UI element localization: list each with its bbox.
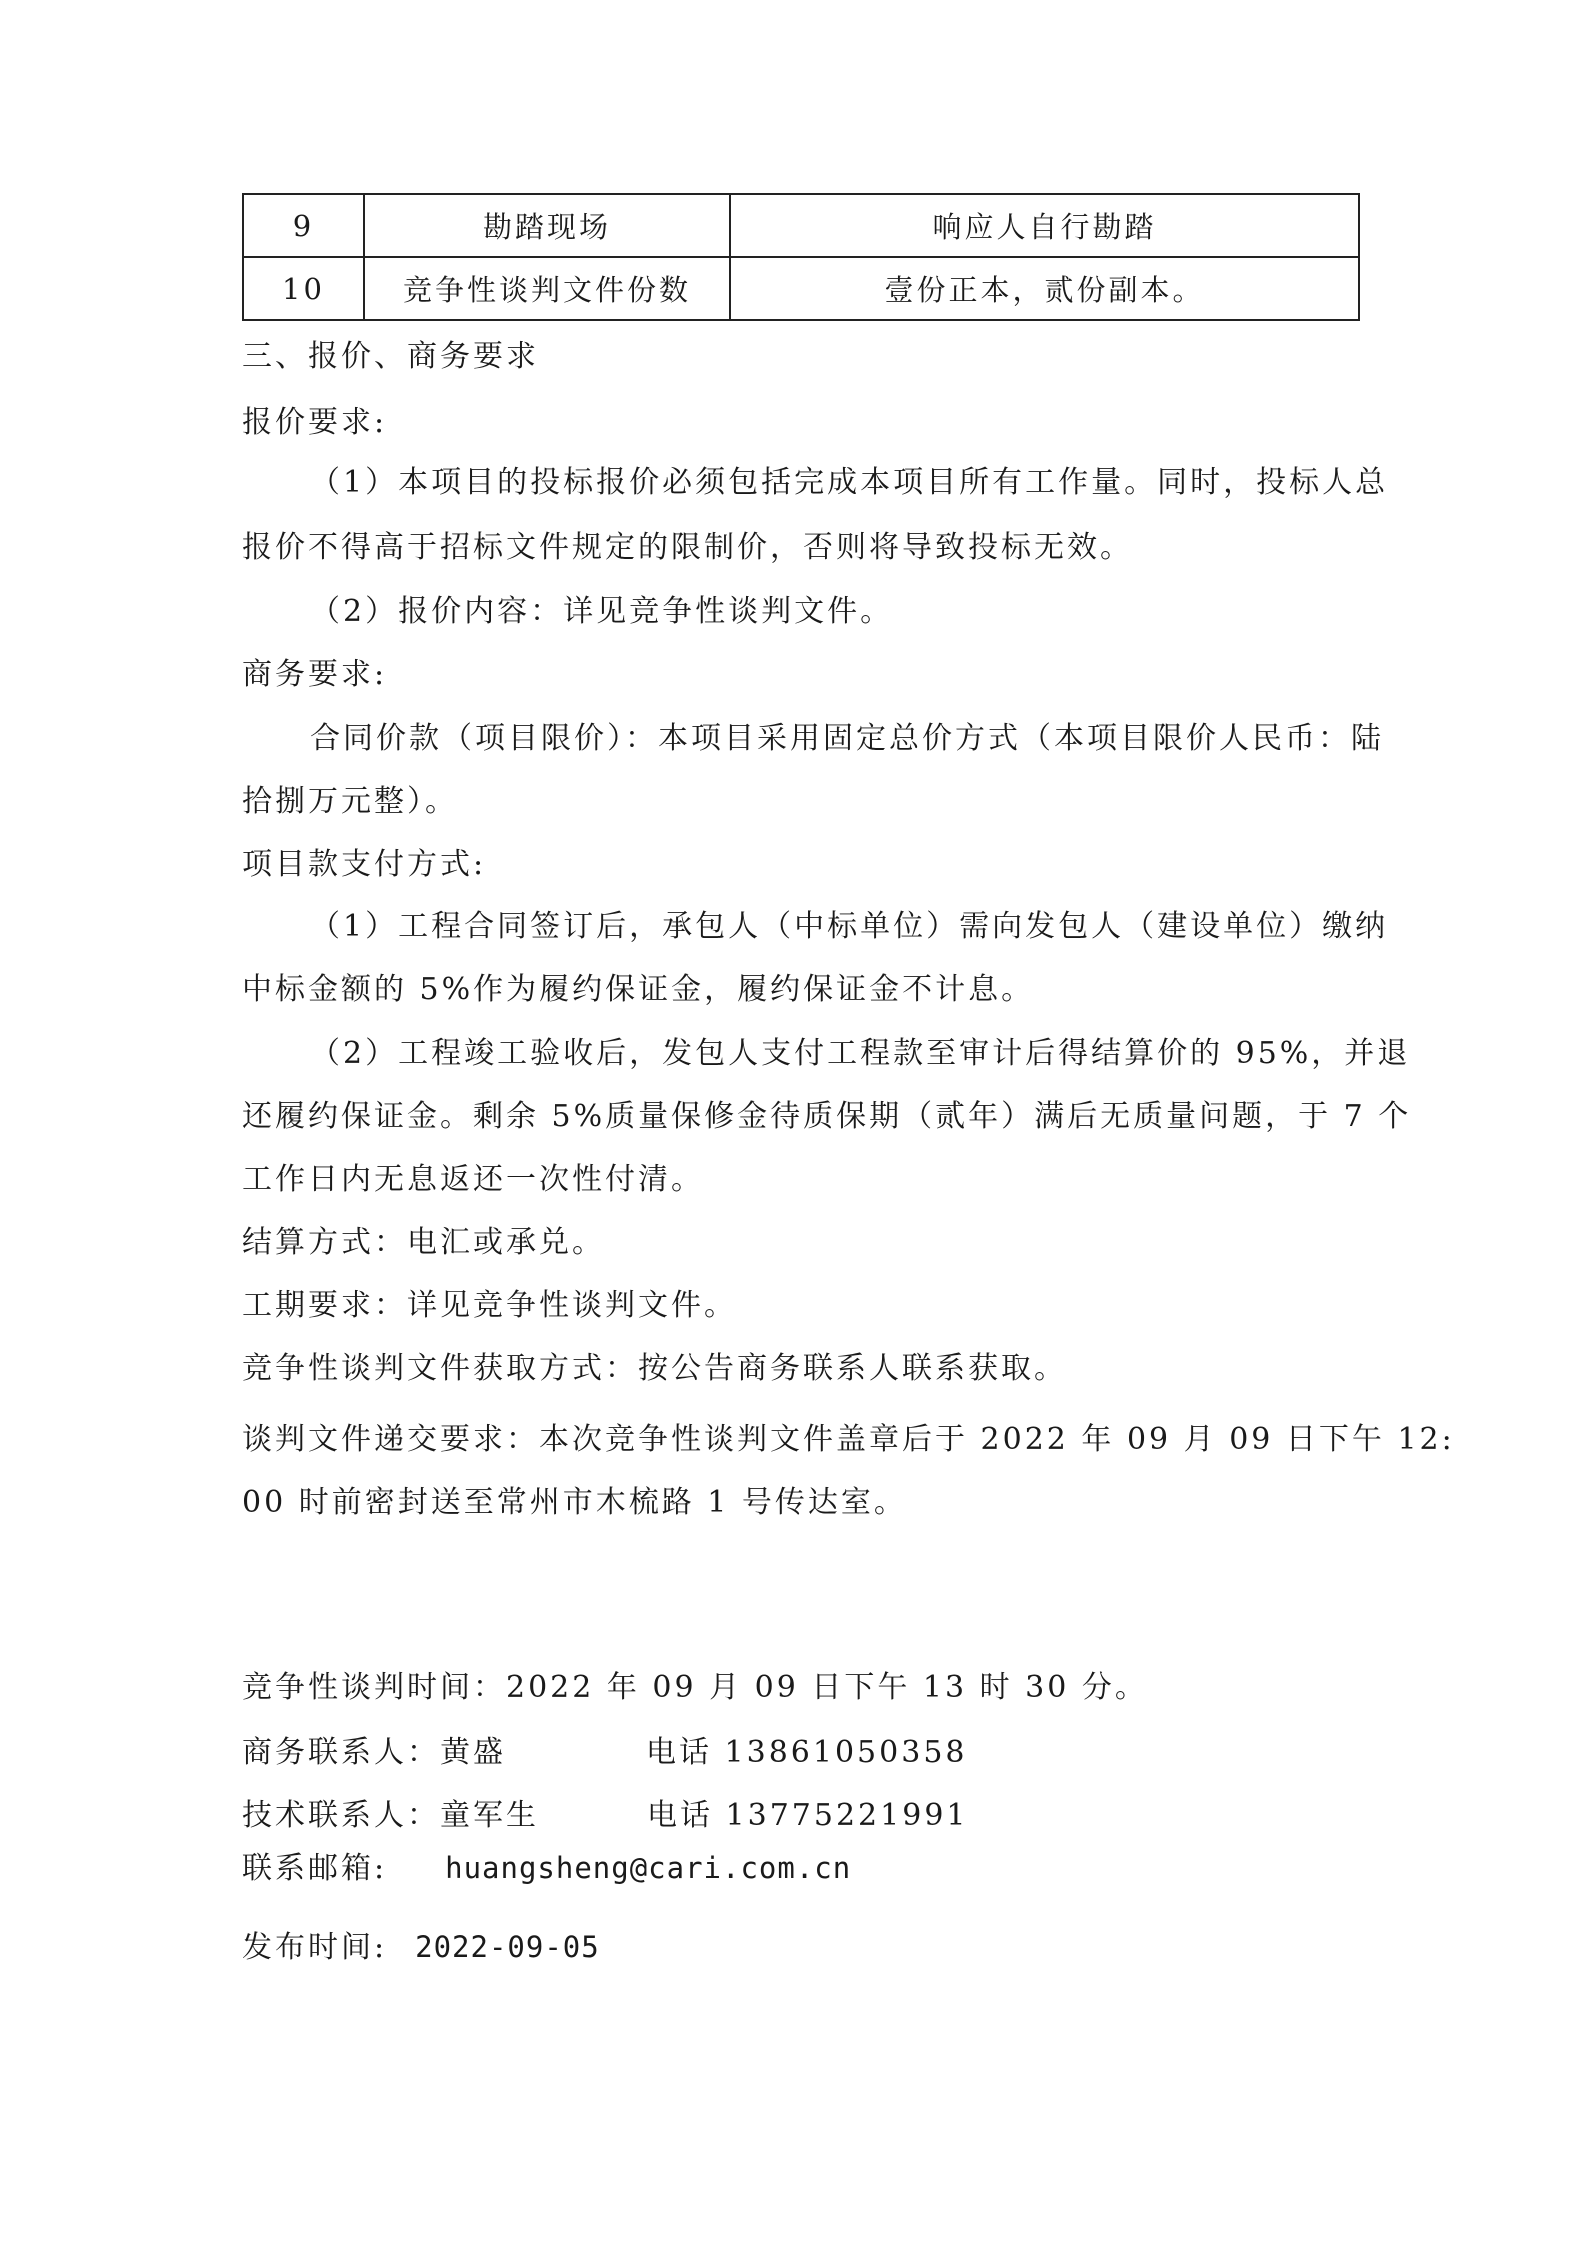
payment-heading: 项目款支付方式: bbox=[242, 847, 487, 882]
table-cell-number: 10 bbox=[243, 257, 364, 320]
submission-requirement: 谈判文件递交要求：本次竞争性谈判文件盖章后于 2022 年 09 月 09 日下午 12: bbox=[242, 1422, 1455, 1457]
tech-contact bbox=[242, 1796, 969, 1836]
quote-paragraph-2: （2）报价内容：详见竞争性谈判文件。 bbox=[310, 594, 894, 629]
table-cell-item: 竞争性谈判文件份数 bbox=[364, 257, 730, 320]
table-cell-content: 壹份正本，贰份副本。 bbox=[730, 257, 1359, 320]
duration-requirement: 工期要求：详见竞争性谈判文件。 bbox=[242, 1288, 737, 1323]
table-row bbox=[243, 194, 1359, 257]
contract-price-paragraph-cont: 拾捌万元整）。 bbox=[242, 784, 458, 819]
document-obtain-method: 竞争性谈判文件获取方式：按公告商务联系人联系获取。 bbox=[242, 1351, 1067, 1386]
table-cell-content: 响应人自行勘踏 bbox=[730, 194, 1359, 257]
payment-paragraph-2: （2）工程竣工验收后，发包人支付工程款至审计后得结算价的 95%，并退 bbox=[310, 1036, 1411, 1071]
publish-date: 2022-09-05 bbox=[415, 1930, 600, 1964]
tech-contact-phone: 电话 13775221991 bbox=[647, 1798, 969, 1833]
requirements-table bbox=[242, 193, 1360, 321]
submission-requirement-cont: 00 时前密封送至常州市木梳路 1 号传达室。 bbox=[242, 1485, 907, 1520]
negotiation-time: 竞争性谈判时间：2022 年 09 月 09 日下午 13 时 30 分。 bbox=[242, 1670, 1148, 1705]
business-contact-phone: 电话 13861050358 bbox=[646, 1735, 968, 1770]
email-contact bbox=[242, 1848, 851, 1889]
publish-label: 发布时间: bbox=[242, 1930, 388, 1965]
business-contact-name: 商务联系人：黄盛 bbox=[242, 1735, 506, 1770]
payment-paragraph-1-cont: 中标金额的 5%作为履约保证金，履约保证金不计息。 bbox=[242, 972, 1035, 1007]
table-row bbox=[243, 257, 1359, 320]
publish-time bbox=[242, 1927, 600, 1968]
contract-price-paragraph: 合同价款（项目限价）：本项目采用固定总价方式（本项目限价人民币：陆 bbox=[310, 721, 1384, 756]
quote-paragraph-1: （1）本项目的投标报价必须包括完成本项目所有工作量。同时，投标人总 bbox=[310, 465, 1389, 500]
business-heading: 商务要求: bbox=[242, 657, 388, 692]
payment-paragraph-2-end: 工作日内无息返还一次性付清。 bbox=[242, 1162, 704, 1197]
quote-paragraph-1-cont: 报价不得高于招标文件规定的限制价，否则将导致投标无效。 bbox=[242, 530, 1133, 565]
tech-contact-name: 技术联系人：童军生 bbox=[242, 1798, 539, 1833]
settlement-method: 结算方式：电汇或承兑。 bbox=[242, 1225, 605, 1260]
email-label: 联系邮箱: bbox=[242, 1851, 388, 1886]
table-cell-number: 9 bbox=[243, 194, 364, 257]
payment-paragraph-1: （1）工程合同签订后，承包人（中标单位）需向发包人（建设单位）缴纳 bbox=[310, 909, 1389, 944]
section-title: 三、报价、商务要求 bbox=[242, 339, 539, 374]
quote-heading: 报价要求: bbox=[242, 405, 388, 440]
email-address: huangsheng@cari.com.cn bbox=[445, 1851, 852, 1885]
payment-paragraph-2-cont: 还履约保证金。剩余 5%质量保修金待质保期（贰年）满后无质量问题，于 7 个 bbox=[242, 1099, 1412, 1134]
table-cell-item: 勘踏现场 bbox=[364, 194, 730, 257]
business-contact bbox=[242, 1733, 968, 1773]
